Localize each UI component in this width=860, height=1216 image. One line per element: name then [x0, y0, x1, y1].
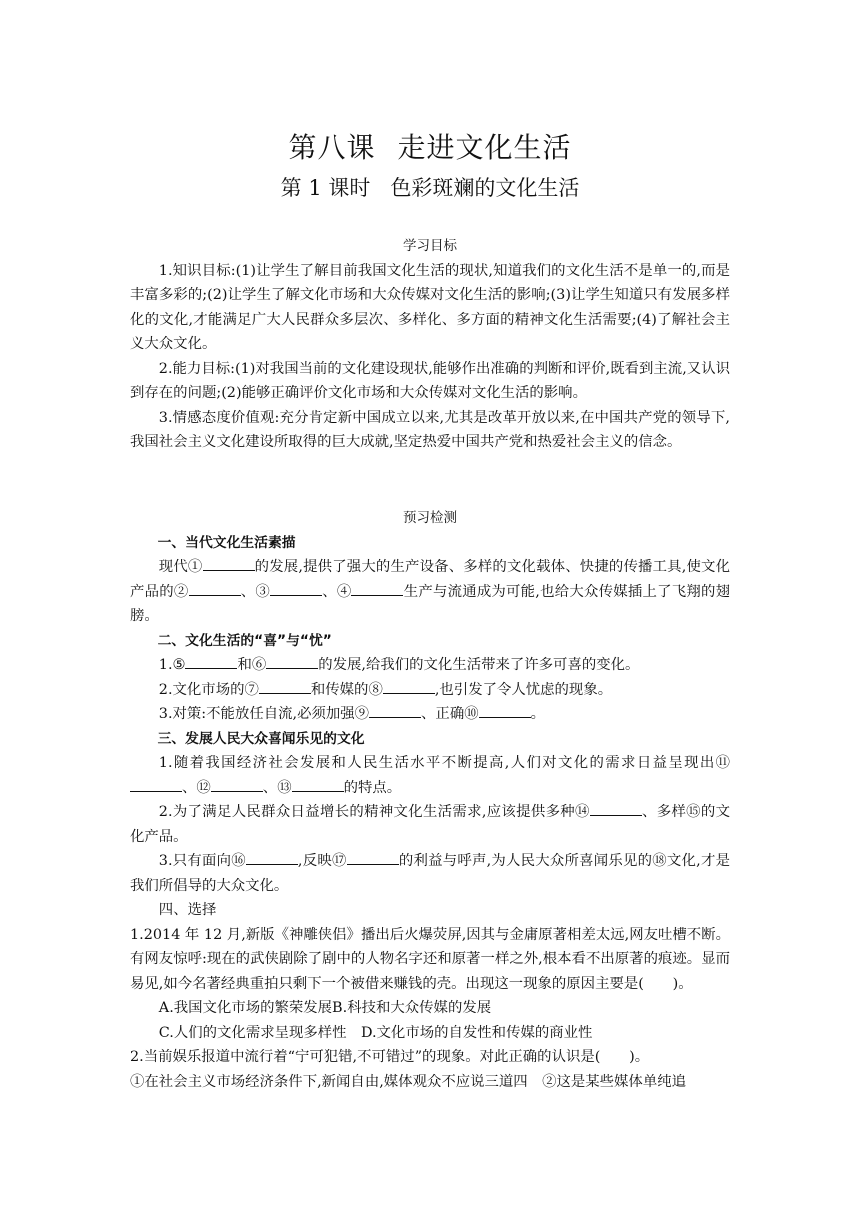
text-fragment: 1.⑤ [158, 657, 186, 673]
text-fragment: 的利益与呼声,为人民大众所喜闻乐见的⑱文化,才是我们所倡导的大众文化。 [130, 853, 731, 894]
blank-4[interactable] [351, 581, 403, 596]
choice-heading: 四、选择 [158, 902, 217, 918]
blank-8[interactable] [383, 679, 435, 694]
lesson-subtitle [130, 172, 730, 204]
question-1-options-cd: C.人们的文化需求呈现多样性 D.文化市场的自发性和传媒的商业性 [158, 1024, 593, 1041]
text-fragment: 生产与流通成为可能,也给大众传媒插上了飞翔的翅膀。 [130, 583, 730, 624]
question-1-options-ab: A.我国文化市场的繁荣发展B.科技和大众传媒的发展 [158, 1000, 492, 1016]
knowledge-objective: 1.知识目标:(1)让学生了解目前我国文化生活的现状,知道我们的文化生活不是单一的,而是丰富多彩的;(2)让学生了解文化市场和大众传媒对文化生活的影响;(3)让学生知道只有发展多样化的文化,才能满足广大人民群众多层次、多样化、多方面的精神文化生活需要;(4)了解社会主义大众文化。 [130, 262, 730, 352]
text-fragment: 的特点。 [343, 779, 402, 796]
text-fragment: 2.文化市场的⑦ [158, 681, 259, 698]
text-fragment: 、③ [240, 583, 270, 600]
blank-12[interactable] [211, 777, 263, 792]
preview-heading: 预习检测 [403, 510, 457, 526]
section2-item1 [130, 653, 730, 678]
section3-item1 [130, 751, 730, 800]
lesson-subtitle-part1: 第 1 课时 [280, 176, 371, 200]
preview-section [130, 506, 730, 1094]
text-fragment: 。 [530, 706, 546, 722]
text-fragment: 3.只有面向⑯ [158, 853, 246, 869]
section2-heading: 二、文化生活的“喜”与“忧” [157, 632, 332, 649]
text-fragment: ,反映⑰ [297, 853, 347, 869]
blank-3[interactable] [270, 581, 322, 596]
question-2: 2.当前娱乐报道中流行着“宁可犯错,不可错过”的现象。对此正确的认识是( )。 [130, 1049, 650, 1065]
lesson-subtitle-part2: 色彩斑斓的文化生活 [390, 176, 580, 200]
blank-6[interactable] [266, 654, 318, 669]
text-fragment: 、⑬ [262, 779, 292, 796]
blank-10[interactable] [479, 703, 531, 718]
blank-14[interactable] [590, 801, 642, 816]
blank-9[interactable] [369, 703, 421, 718]
section1-paragraph [130, 555, 730, 629]
lesson-title-part1: 第八课 [288, 131, 376, 164]
text-fragment: 3.对策:不能放任自流,必须加强⑨ [158, 706, 370, 722]
text-fragment: 2.为了满足人民群众日益增长的精神文化生活需求,应该提供多种⑭ [158, 804, 590, 820]
text-fragment: 、⑫ [182, 779, 211, 796]
blank-16[interactable] [246, 850, 298, 865]
objectives-heading: 学习目标 [403, 238, 457, 254]
blank-13[interactable] [292, 777, 344, 792]
text-fragment: 的发展,给我们的文化生活带来了许多可喜的变化。 [318, 657, 640, 673]
section3-item3 [130, 849, 730, 898]
blank-7[interactable] [259, 679, 311, 694]
blank-17[interactable] [347, 850, 399, 865]
question-2-options: ①在社会主义市场经济条件下,新闻自由,媒体观众不应说三道四 ②这是某些媒体单纯追 [130, 1073, 686, 1090]
blank-1[interactable] [203, 556, 255, 571]
section1-heading: 一、当代文化生活素描 [157, 534, 296, 551]
objectives-section [130, 234, 730, 455]
question-1: 1.2014 年 12 月,新版《神雕侠侣》播出后火爆荧屏,因其与金庸原著相差太远,网友吐槽不断。有网友惊呼:现在的武侠剧除了剧中的人物名字还和原著一样之外,根本看不出原著的痕迹。显而易见,如今名著经典重拍只剩下一个被借来赚钱的壳。出现这一现象的原因主要是( )。 [130, 926, 730, 992]
blank-2[interactable] [189, 581, 241, 596]
blank-5[interactable] [185, 654, 237, 669]
lesson-title [130, 128, 730, 168]
ability-objective: 2.能力目标:(1)对我国当前的文化建设现状,能够作出准确的判断和评价,既看到主流,又认识到存在的问题;(2)能够正确评价文化市场和大众传媒对文化生活的影响。 [130, 360, 730, 401]
section3-heading: 三、发展人民大众喜闻乐见的文化 [157, 730, 365, 747]
text-fragment: 、正确⑩ [421, 706, 479, 722]
emotion-objective: 3.情感态度价值观:充分肯定新中国成立以来,尤其是改革开放以来,在中国共产党的领导下,我国社会主义文化建设所取得的巨大成就,坚定热爱中国共产党和热爱社会主义的信念。 [130, 409, 730, 450]
text-fragment: ,也引发了令人忧虑的现象。 [434, 681, 613, 698]
lesson-title-part2: 走进文化生活 [397, 131, 572, 164]
text-fragment: 、多样⑮的文化产品。 [130, 804, 730, 845]
text-fragment: 的发展,提供了强大的生产设备、多样的文化载体、快捷的传播工具,使文化产品的② [130, 559, 730, 600]
text-fragment: 现代① [158, 559, 203, 575]
text-fragment: 和⑥ [237, 657, 267, 673]
section3-item2 [130, 800, 730, 849]
text-fragment: 1.随着我国经济社会发展和人民生活水平不断提高,人们对文化的需求日益呈现出⑪ [158, 755, 730, 771]
section2-item2 [130, 678, 730, 703]
text-fragment: 、④ [321, 583, 352, 600]
blank-11[interactable] [130, 777, 182, 792]
section2-item3 [130, 702, 730, 727]
text-fragment: 和传媒的⑧ [310, 681, 383, 698]
